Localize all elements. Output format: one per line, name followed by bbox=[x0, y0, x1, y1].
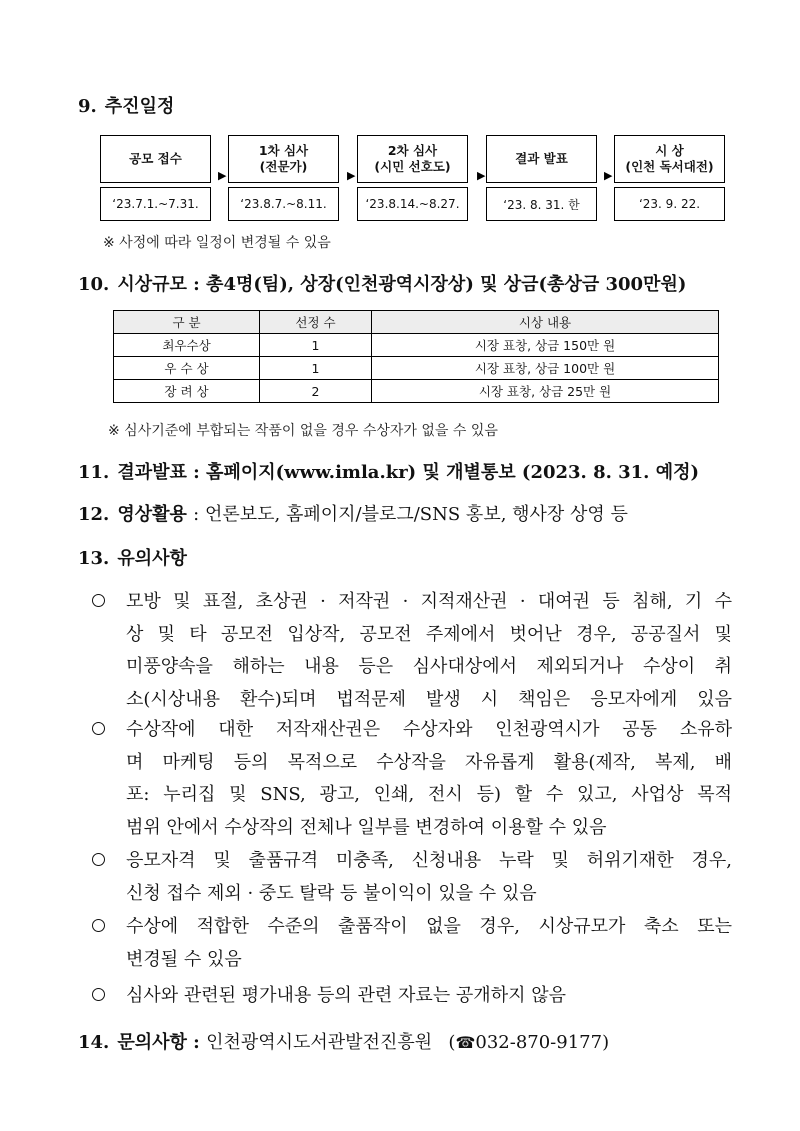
section-title: 결과발표 : 홈페이지(www.imla.kr) 및 개별통보 (2023. 8. 31. 예정) bbox=[117, 462, 700, 483]
notice-line: 상 및 타 공모전 입상작, 공모전 주제에서 벗어난 경우, 공공질서 및 bbox=[126, 623, 732, 645]
section-11-heading bbox=[78, 458, 699, 484]
stage-date: ‘23.8.7.~8.11. bbox=[228, 187, 339, 221]
phone-number: 032-870-9177 bbox=[475, 1032, 603, 1053]
table-cell: 최우수상 bbox=[114, 334, 260, 357]
stage-head bbox=[100, 135, 211, 183]
section-number: 9. bbox=[78, 96, 97, 117]
notice-item bbox=[92, 586, 732, 716]
stage-label: 공모 접수 bbox=[129, 151, 182, 166]
section-number: 12. bbox=[78, 504, 110, 525]
stage-label: 시 상 bbox=[655, 143, 684, 158]
section-title: 추진일정 bbox=[104, 96, 175, 117]
notice-line: 심사와 관련된 평가내용 등의 관련 자료는 공개하지 않음 bbox=[126, 985, 566, 1006]
table-cell: 시장 표창, 상금 100만 원 bbox=[372, 357, 719, 380]
notice-line: 수상작에 대한 저작재산권은 수상자와 인천광역시가 공동 소유하 bbox=[126, 719, 732, 740]
notice-line: 변경될 수 있음 bbox=[126, 948, 242, 970]
table-header-row bbox=[114, 311, 719, 334]
circle-bullet-icon bbox=[92, 988, 105, 1001]
table-header: 선정 수 bbox=[260, 311, 372, 334]
stage-announcement bbox=[486, 135, 597, 221]
stage-head bbox=[357, 135, 468, 183]
table-row bbox=[114, 334, 719, 357]
table-header: 시상 내용 bbox=[372, 311, 719, 334]
stage-sublabel: (인천 독서대전) bbox=[625, 159, 714, 174]
notice-line: 신청 접수 제외 · 중도 탈락 등 불이익이 있을 수 있음 bbox=[126, 882, 537, 904]
section-12-heading bbox=[78, 500, 628, 526]
arrow-right-icon: ▶ bbox=[218, 169, 227, 182]
circle-bullet-icon bbox=[92, 919, 105, 932]
section-number: 11. bbox=[78, 462, 110, 483]
section-title: 영상활용 bbox=[117, 504, 187, 525]
notice-line: 응모자격 및 출품규격 미충족, 신청내용 누락 및 허위기재한 경우, bbox=[126, 850, 732, 871]
stage-date: ‘23.7.1.~7.31. bbox=[100, 187, 211, 221]
notice-item bbox=[92, 980, 732, 1013]
stage-date: ‘23.8.14.~8.27. bbox=[357, 187, 468, 221]
circle-bullet-icon bbox=[92, 853, 105, 866]
notice-line: 모방 및 표절, 초상권 · 저작권 · 지적재산권 · 대여권 등 침해, 기 수 bbox=[126, 591, 732, 612]
stage-label: 결과 발표 bbox=[515, 151, 568, 166]
stage-sublabel: (시민 선호도) bbox=[374, 159, 451, 174]
section-title: 시상규모 : 총4명(팀), 상장(인천광역시장상) 및 상금(총상금 300만원) bbox=[117, 274, 687, 295]
notice-item bbox=[92, 714, 732, 844]
notice-line: 수상에 적합한 수준의 출품작이 없을 경우, 시상규모가 축소 또는 bbox=[126, 916, 732, 937]
table-cell: 우 수 상 bbox=[114, 357, 260, 380]
stage-label: 2차 심사 bbox=[387, 143, 438, 158]
notice-line: 포: 누리집 및 SNS, 광고, 인쇄, 전시 등) 할 수 있고, 사업상 목적 bbox=[126, 784, 732, 805]
section-10-heading bbox=[78, 270, 686, 296]
stage-label: 1차 심사 bbox=[258, 143, 309, 158]
table-cell: 시장 표창, 상금 150만 원 bbox=[372, 334, 719, 357]
section-title: 유의사항 bbox=[117, 548, 187, 569]
stage-ceremony bbox=[614, 135, 725, 221]
circle-bullet-icon bbox=[92, 594, 105, 607]
notice-line: 소(시상내용 환수)되며 법적문제 발생 시 책임은 응모자에게 있음 bbox=[126, 688, 732, 710]
notice-line: 며 마케팅 등의 목적으로 수상작을 자유롭게 활용(제작, 복제, 배 bbox=[126, 751, 732, 773]
stage-head bbox=[228, 135, 339, 183]
notice-line: 미풍양속을 해하는 내용 등은 심사대상에서 제외되거나 수상이 취 bbox=[126, 656, 732, 677]
circle-bullet-icon bbox=[92, 722, 105, 735]
table-row bbox=[114, 357, 719, 380]
section-13-heading bbox=[78, 544, 187, 570]
section-9-heading bbox=[78, 92, 174, 118]
award-note: ※ 심사기준에 부합되는 작품이 없을 경우 수상자가 없을 수 있음 bbox=[108, 423, 498, 439]
table-cell: 2 bbox=[260, 380, 372, 403]
section-title: 문의사항 : bbox=[117, 1032, 200, 1053]
stage-head bbox=[614, 135, 725, 183]
table-cell: 장 려 상 bbox=[114, 380, 260, 403]
table-row bbox=[114, 380, 719, 403]
stage-second-review bbox=[357, 135, 468, 221]
section-number: 14. bbox=[78, 1032, 110, 1053]
stage-submission bbox=[100, 135, 211, 221]
contact-org: 인천광역시도서관발전진흥원 bbox=[206, 1032, 433, 1053]
table-cell: 시장 표창, 상금 25만 원 bbox=[372, 380, 719, 403]
notice-item bbox=[92, 845, 732, 910]
table-cell: 1 bbox=[260, 357, 372, 380]
section-text: : 언론보도, 홈페이지/블로그/SNS 홍보, 행사장 상영 등 bbox=[193, 504, 628, 525]
table-header: 구 분 bbox=[114, 311, 260, 334]
stage-date: ‘23. 8. 31. 한 bbox=[486, 187, 597, 221]
table-cell: 1 bbox=[260, 334, 372, 357]
stage-sublabel: (전문가) bbox=[259, 159, 308, 174]
phone-icon: ☎ bbox=[455, 1033, 476, 1052]
arrow-right-icon: ▶ bbox=[604, 169, 613, 182]
notice-line: 범위 안에서 수상작의 전체나 일부를 변경하여 이용할 수 있음 bbox=[126, 816, 607, 838]
stage-first-review bbox=[228, 135, 339, 221]
stage-head bbox=[486, 135, 597, 183]
arrow-right-icon: ▶ bbox=[347, 169, 356, 182]
notice-item bbox=[92, 911, 732, 976]
arrow-right-icon: ▶ bbox=[477, 169, 486, 182]
section-number: 13. bbox=[78, 548, 110, 569]
stage-date: ‘23. 9. 22. bbox=[614, 187, 725, 221]
schedule-note: ※ 사정에 따라 일정이 변경될 수 있음 bbox=[103, 235, 331, 251]
section-14-heading bbox=[78, 1028, 609, 1054]
contact-phone: (☎032-870-9177) bbox=[448, 1032, 610, 1053]
section-number: 10. bbox=[78, 274, 110, 295]
award-table bbox=[113, 310, 719, 403]
